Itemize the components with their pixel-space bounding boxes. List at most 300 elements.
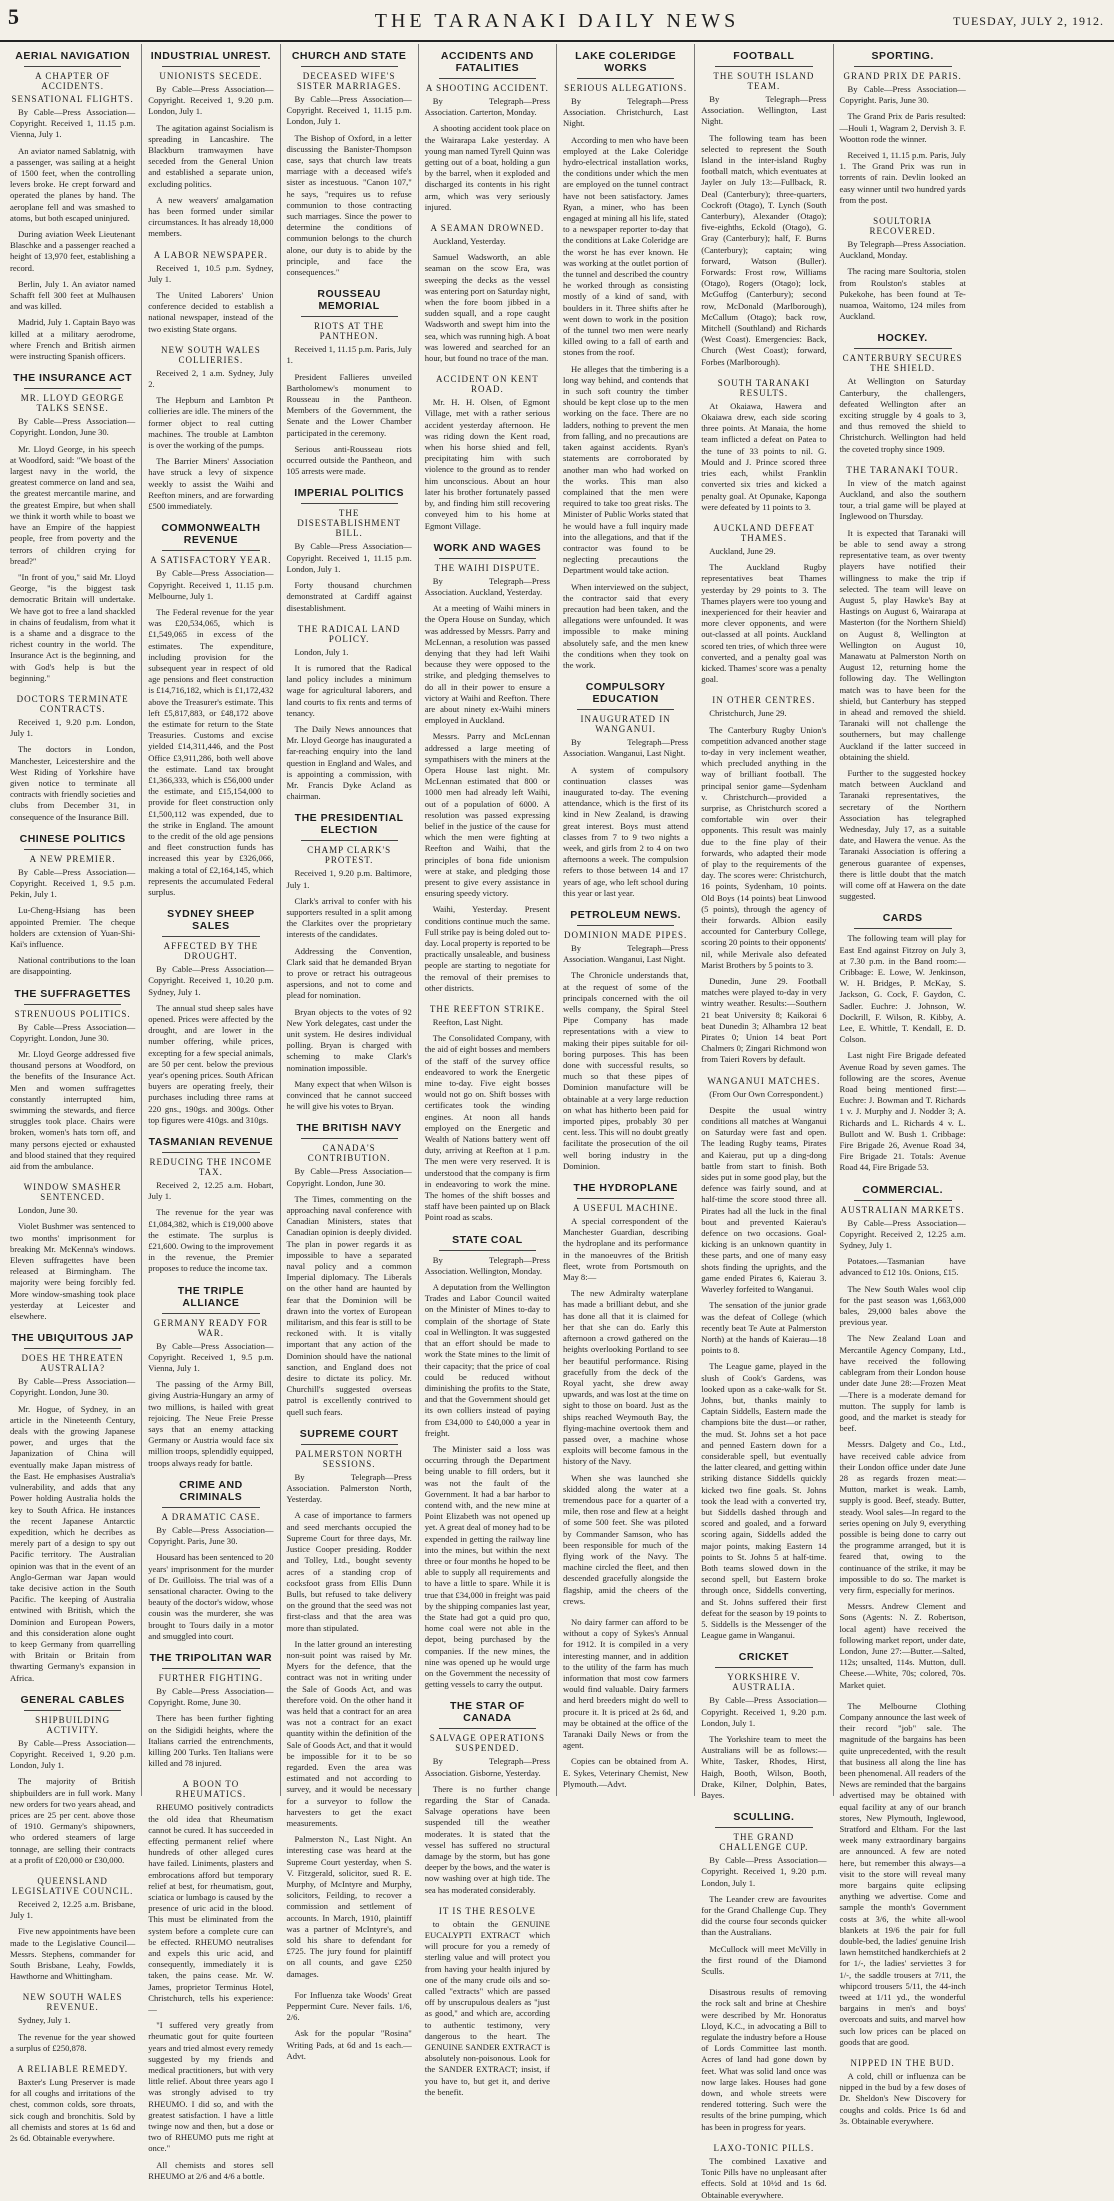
article-heading: PETROLEUM NEWS.	[570, 909, 681, 921]
heading-rule	[715, 66, 812, 67]
article-heading: CHINESE POLITICS	[19, 832, 126, 845]
article-body	[287, 868, 412, 1112]
paragraph: A system of compulsory continuation classes was inaugurated to-day. The evening attendance, which is the first of its kind in New Zealand, is drawing great interest. Boys must attend classes from 7 to 9 two nights a week, and girls from 2 to 4 on two afternoons a week. The compulsion refers to those between 14 and 17 years of age, who left school during this year or last year.	[563, 764, 689, 898]
paragraph: The revenue for the year was £1,084,382, which is £19,000 above the estimate. The surplus is £21,600. Owing to the improvement in the revenue, the Premier proposes to reduce the income tax.	[148, 1207, 274, 1274]
paragraph: A special correspondent of the Manchester Guardian, describing the hydroplane and its performance in the manoeuvres of the British fleet, wrote from Portsmouth on May 8:—	[563, 1216, 689, 1283]
article-heading: COMPULSORY EDUCATION	[585, 681, 666, 706]
article-body	[425, 576, 550, 994]
heading-rule	[162, 1313, 259, 1314]
article	[563, 1182, 688, 1607]
article-heading: LAKE COLERIDGE WORKS	[575, 50, 677, 74]
article-body	[840, 239, 966, 322]
paragraph: London, June 30.	[18, 1205, 78, 1216]
page-number: 5	[8, 4, 19, 29]
article-body	[10, 416, 135, 684]
article	[287, 50, 412, 278]
paragraph: The Minister said a loss was occurring through the Department being unable to fill orders, but it was not the fault of the Government. It had a bar harbor to contend with, and the new mine at Point Elizabeth was not opened up yet. A great deal of money had to be expended in getting the railway line into the mines, but within the next three or four months he hoped to be able to supply all requirements and to have a little to spare. While it is true that £34,000 in freight was paid by the shipping companies last year, the State had got a quid pro quo, home coal were not able in the depot, being purchased by the companies. If the new mines, the nine was opened up he would urge on the Government the necessity of getting vessels to carry the output.	[424, 1443, 550, 1690]
article-body	[840, 478, 966, 903]
article-body	[701, 1695, 826, 1801]
article	[10, 2064, 135, 2144]
article	[148, 50, 273, 240]
article-body	[287, 1472, 412, 1980]
paragraph: By Telegraph—Press Association. Auckland, Monday.	[839, 239, 966, 261]
paragraph: By Cable—Press Association—Copyright. Received 1, 9.20 p.m. London, July 1.	[701, 1855, 827, 1888]
newspaper-title: THE TARANAKI DAILY NEWS	[374, 10, 740, 32]
article-body	[10, 2077, 135, 2144]
article-subheading: DOMINION MADE PIPES.	[563, 930, 688, 940]
article-heading: AERIAL NAVIGATION	[15, 50, 130, 62]
paragraph: By Cable—Press Association—Copyright. Received 1, 9.20 p.m. London, July 1.	[148, 84, 274, 117]
article-subheading: STRENUOUS POLITICS.	[14, 1008, 131, 1019]
article-body	[148, 1686, 273, 1769]
paragraph: By Cable—Press Association—Copyright. Received 1, 9.5 p.m. Vienna, July 1.	[148, 1340, 274, 1374]
paragraph: When she was launched she skidded along the water at a tremendous pace for a quarter of a mile, then rose and flew at a height of some 500 feet. She was piloted by Commander Samson, who has been responsible for much of the flying work of the Navy. The machine circled the fleet, and then descended gracefully alongside the flagship, amid the cheers of the crews.	[563, 1472, 689, 1606]
article-body	[10, 107, 135, 362]
paragraph: McCullock will meet McVilly in the first round of the Diamond Sculls.	[701, 1943, 827, 1977]
issue-date: TUESDAY, JULY 2, 1912.	[952, 14, 1104, 28]
heading-rule	[162, 66, 259, 67]
article-body	[148, 964, 273, 1126]
article-subheading: CANTERBURY SECURES THE SHIELD.	[842, 353, 963, 374]
article	[425, 1234, 550, 1691]
article-subheading: AFFECTED BY THE DROUGHT.	[163, 941, 259, 962]
article-subheading: YORKSHIRE V. AUSTRALIA.	[727, 1672, 801, 1693]
article-subheading: THE GRAND CHALLENGE CUP.	[719, 1832, 809, 1853]
article	[10, 1876, 135, 1982]
paragraph: Bryan objects to the votes of 92 New York delegates, cast under the unit system. He desires individual polling. Bryan is charged with scheming to make Clark's nomination impossible.	[286, 1006, 412, 1073]
article-subheading: CHAMP CLARK'S PROTEST.	[307, 845, 392, 866]
paragraph: A case of importance to farmers and seed merchants occupied the Supreme Court for three days, Mr. Justice Cooper presiding. Rodder and Tolley, Ltd., bought seventy acres of a standing crop of cocksfoot grass from Ellis Dunn Bulls, but refused to take delivery on the ground that the seed was not first-class and that the area was more than stipulated.	[286, 1510, 412, 1633]
heading-rule	[854, 1200, 952, 1201]
paragraph: The doctors in London, Manchester, Leicestershire and the West Riding of Yorkshire have given notice to terminate all contracts with friendly societies and clubs from December 31, in consequence of the Insurance Bill.	[10, 744, 136, 822]
heading-rule	[301, 66, 398, 67]
article-body	[148, 84, 273, 240]
article	[287, 487, 412, 613]
article-body	[701, 2156, 826, 2201]
paragraph: London, July 1.	[294, 646, 349, 657]
paragraph: Received 1, 11.15 p.m. Paris, July 1.	[286, 344, 412, 366]
heading-rule	[24, 388, 121, 389]
heading-rule	[715, 1667, 812, 1668]
article	[148, 1652, 273, 1769]
paragraph: At Wellington on Saturday Canterbury, the challengers, defeated Wellington after an exciting struggle by 4 goals to 3, and thus removed the shield to Christchurch. Wellington had held the coveted trophy since 1909.	[839, 376, 966, 454]
article	[148, 1285, 273, 1469]
article-subheading: RIOTS AT THE PANTHEON.	[314, 321, 385, 342]
article-body	[701, 708, 826, 1065]
paragraph: Ask for the popular "Rosina" Writing Pads, at 6d and 1s each.—Advt.	[286, 2028, 412, 2061]
paragraph: In the latter ground an interesting non-suit point was raised by Mr. Myers for the defence, that the contract was not in writing under the Sale of Goods Act, and was therefore void. On the other hand it was held that a contract for an area was not a contract for an exact quantity within the definition of the Sale of Goods Act, and that it would be impossible for it to be so regarded. Even the area was estimated and not according to survey, and it would be necessary for a surveyor to follow the harvesters to get the exact measurements.	[286, 1638, 412, 1828]
paragraph: The revenue for the year showed a surplus of £250,878.	[10, 2031, 136, 2053]
paragraph: By Cable—Press Association—Copyright. Received 1, 11.15 p.m. Vienna, July 1.	[10, 107, 136, 140]
paragraph: A new weavers' amalgamation has been formed under similar circumstances. It has already 18,000 members.	[148, 194, 274, 239]
article-heading: GENERAL CABLES	[20, 1693, 125, 1706]
paragraph: Received 1, 9.20 p.m. London, July 1.	[10, 716, 136, 739]
paragraph: A cold, chill or influenza can be nipped in the bud by a few doses of Dr. Sheldon's New Discovery for coughs and colds. Price 1s 6d and 3s. Obtainable everywhere.	[839, 2071, 966, 2126]
paragraph: Madrid, July 1. Captain Bayo was killed at a military aerodrome, where French and British airmen were instructing Spanish officers.	[10, 317, 136, 362]
article	[840, 1701, 966, 2048]
article	[701, 2143, 826, 2201]
heading-rule	[577, 709, 674, 710]
article-heading: THE TRIPLE ALLIANCE	[177, 1284, 244, 1309]
paragraph: An aviator named Sablatnig, with a passenger, was sailing at a height of 1500 feet, when the controlling levers broke. He crept forward and operated the planes by hand. The aeroplane fell and was smashed to atoms, but both escaped uninjured.	[10, 145, 136, 223]
paragraph: "I suffered very greatly from rheumatic gout for quite fourteen years and tried almost every remedy suggested by my friends and medical practitioners, but with very little relief. About three years ago I was strongly advised to try RHEUMO. I did so, and with the greatest satisfaction. I have a little twinge now and then, but a dose or two of RHEUMO puts me right at once."	[148, 2020, 274, 2154]
heading-rule	[577, 78, 674, 79]
paragraph: Mr. Hogue, of Sydney, in an article in the Nineteenth Century, deals with the growing Japanese power, and urges that the Japanization of China will eventually make Japan mistress of the East. He emphasises Australia's vulnerability, and adds that any Power holding Australia holds the key to South Africa. He instances the recent Japanese Antarctic expedition, which he decribes as merely part of a design to spy out Pacific territory. The Australian opinion was that in the event of an Anglo-German war Japan would take decisive action in the South Pacific. The keeping of Australia entwined with British, which the Dominion and European Powers, and this consideration alone ought to keep Germany from quarrelling with Britain or Britain from thwarting Germany's expansion in Africa.	[10, 1403, 136, 1683]
paragraph: Baxter's Lung Preserver is made for all coughs and irritations of the chest, common colds, sore throats, sick cough and bronchitis. Sold by all chemists and stores at 1s 6d and 2s 6d. Obtainable everywhere.	[10, 2077, 136, 2144]
paragraph: Christchurch, June 29.	[709, 708, 787, 719]
article	[425, 223, 550, 364]
heading-rule	[162, 1668, 259, 1669]
article-body	[10, 867, 135, 978]
article	[10, 833, 135, 978]
article	[701, 1987, 826, 2133]
heading-rule	[301, 840, 398, 841]
paragraph: By Telegraph—Press Association. Wellington, Monday.	[424, 1254, 550, 1276]
paragraph: He alleges that the timbering is a long way behind, and contends that in such soft country the timber should be kept close up to the men working on the face. There are no ladders, nothing to prevent the men from falling, and no precautions are taken against accidents. Ryan's statements are corroborated by another man who had worked on the works. This man also complained that the men were required to take too great risks. The Minister of Public Works stated that he would have a full inquiry made into the allegations, and that if the contractor was found to be neglecting precautions the Department would take action.	[563, 363, 689, 576]
article-subheading: THE SOUTH ISLAND TEAM.	[713, 71, 815, 91]
paragraph: Berlin, July 1. An aviator named Schafft fell 300 feet at Mulhausen and was killed.	[10, 278, 136, 312]
paragraph: Palmerston N., Last Night. An interesting case was heard at the Supreme Court yesterday, when S. V. Fitzgerald, solicitor, sued R. E. Murphy, of McIntyre and Murphy, solicitors, Feilding, to recover a commission and settlement of accounts. In March, 1910, plaintiff was a partner of McIntyre's, and sold his share to defendant for £725. The jury found for plaintiff on all counts, and gave £250 damages.	[286, 1834, 412, 1979]
paragraph: Addressing the Convention, Clark said that he demanded Bryan to prove or retract his outrageous aspersions, and not to come and plead for nomination.	[286, 945, 412, 1001]
article	[425, 1004, 550, 1224]
article-subheading: A SHOOTING ACCIDENT.	[425, 83, 549, 93]
article-subheading: WINDOW SMASHER SENTENCED.	[23, 1182, 122, 1203]
article-body	[701, 1855, 826, 1977]
article	[425, 374, 550, 531]
article-body	[425, 236, 550, 364]
article-subheading: A DRAMATIC CASE.	[161, 1511, 261, 1522]
column-2	[142, 44, 280, 2181]
paragraph: Samuel Wadsworth, an able seaman on the scow Era, was sweeping the decks as the vessel was entering port on Saturday night, when the fore boom jibbed in a sudden squall, and a rope caught Wadsworth and swept him into the sea, which was running high. A boat was lowered and searched for an hour, but found no trace of the man.	[424, 252, 550, 364]
article	[701, 378, 826, 513]
paragraph: By Cable—Press Association—Copyright. Paris, June 30.	[839, 84, 966, 106]
article-subheading: UNIONISTS SECEDE.	[159, 71, 263, 81]
article-body	[148, 1180, 273, 1275]
article-subheading: DECEASED WIFE'S SISTER MARRIAGES.	[296, 71, 402, 91]
article-subheading: NEW SOUTH WALES REVENUE.	[22, 1992, 123, 2013]
article-body	[425, 1756, 550, 1895]
article-body	[287, 94, 412, 278]
paragraph: During aviation Week Lieutenant Blaschke and a passenger reached a height of 13,970 feet, establishing a record.	[10, 229, 136, 273]
article-heading: COMMONWEALTH REVENUE	[161, 522, 261, 547]
article-body	[701, 1987, 826, 2133]
paragraph: No dairy farmer can afford to be without a copy of Sykes's Annual for 1912. It is compiled in a very interesting manner, and in addition to the utility of the farm has much information that most cow farmers would find valuable. Dairy farmers and herd breeders might do well to procure it. It is priced at 2s 6d, and may be obtained at the office of the Taranaki Daily News or from the agent.	[563, 1616, 689, 1751]
article-heading: CHURCH AND STATE	[291, 50, 407, 62]
heading-rule	[24, 1004, 121, 1005]
paragraph: The Times, commenting on the approaching naval conference with Canadian Ministers, states that Canadian opinion is deeply divided. The plan in power regards it as impossible to have a separated naval policy and a common Imperial diplomacy. The Liberals on the other hand are haunted by fear that the Dominion will be drawn into the vortex of European militarism, and this fear is still to be reckoned with. It is vitally important that any action of the Dominion should have the national sanction, and England does not desire to dictate its policy. Mr. Churchill's suggested overseas patrol is excellently contrived to quell such fears.	[286, 1193, 412, 1417]
article	[840, 912, 966, 1173]
paragraph: "In front of you," said Mr. Lloyd George, "is the biggest task democratic Britain will undertake. We have got to free a land shackled in chains of feudalism, from what it is a shame and a disgrace to the richest country in the world. The Insurance Act is the beginning, and with God's help is but the beginning."	[10, 571, 136, 683]
article-heading: CARDS	[882, 912, 923, 925]
paragraph: Many expect that when Wilson is convinced that he cannot succeed he will give his votes to Bryan.	[286, 1078, 412, 1112]
article	[10, 1182, 135, 1322]
article-subheading: REDUCING THE INCOME TAX.	[149, 1157, 273, 1178]
article	[840, 1184, 966, 1691]
article	[148, 522, 273, 898]
article-body	[148, 1341, 273, 1469]
heading-rule	[162, 550, 259, 551]
article	[840, 50, 966, 206]
article	[840, 216, 966, 322]
paragraph: The annual stud sheep sales have opened. Prices were affected by the drought, and are lower in the number offering, while prices, excepting for a few special animals, are 50 per cent. below the previous year's opening prices. South African buyers are operating freely, their purchases including three rams at 220 gns., 190gs. and 300gs. Other top figures were 410gs. and 310gs.	[148, 1002, 274, 1125]
paragraph: By Telegraph—Press Association. Christchurch, Last Night.	[563, 96, 689, 129]
article-body	[148, 1802, 273, 2182]
paragraph: According to men who have been employed at the Lake Coleridge hydro-electrical installation works, the conditions under which the men are employed on the tunnel contract have not been satisfactory. James Ryan, a miner, who has been engaged at mining all his life, stated to a newspaper reporter to-day that the conditions at Lake Coleridge are the worst he has ever known. He was working at the outlet portion of the tunnel and described the country he worked through as consisting mostly of a kind of sand, with boulders in it. Three shifts after he went down to work in the position of the tunnel two men were nearly killed owing to a fall of earth and stones from the roof.	[563, 134, 689, 358]
article-body	[287, 1990, 412, 2062]
article-subheading: A CHAPTER OF ACCIDENTS.	[35, 71, 111, 91]
article-heading: STATE COAL	[452, 1233, 523, 1246]
article	[701, 1076, 826, 1642]
article	[563, 1617, 688, 1790]
article-heading: THE INSURANCE ACT	[13, 372, 133, 385]
article-subheading: A RELIABLE REMEDY.	[17, 2064, 129, 2075]
paragraph: Mr. Lloyd George addressed five thousand persons at Woodford, on the benefits of the Insurance Act. Men and women suffragettes constantly interrupted him, swimming the stewards, and fierce struggles took place. Chairs were broken, women's hats torn off, and many persons ejected or exhausted and blood stained that they required aid from the ambulance.	[10, 1049, 136, 1172]
article-heading: THE HYDROPLANE	[573, 1182, 678, 1195]
paragraph: By Cable—Press Association—Copyright. London, June 30.	[10, 416, 136, 438]
heading-rule	[439, 1728, 536, 1729]
article-subheading: THE WAIHI DISPUTE.	[434, 562, 541, 573]
paragraph: The Chronicle understands that, at the request of some of the principals concerned with the oil wells company, the Spiral Steel Pipe Company has made representations with a view to making their pipes suitable for oil-boring purposes. This has been done with successful results, so much so that these pipes of Dominion manufacture will be obtainable at a very large reduction on what has hitherto been paid for imported pipes, probably 30 per cent. less. This will no doubt greatly facilitate the prosecution of the oil well boring industry in the Dominion.	[563, 970, 689, 1171]
article-body	[840, 1218, 966, 1691]
paragraph: Auckland, June 29.	[709, 545, 776, 556]
article-subheading: THE DISESTABLISHMENT BILL.	[297, 508, 402, 539]
paragraph: By Cable—Press Association—Copyright. Received 1, 11.15 p.m. Melbourne, July 1.	[148, 568, 274, 601]
article-subheading: A NEW PREMIER.	[29, 853, 116, 864]
article-heading: THE PRESIDENTIAL ELECTION	[294, 812, 404, 837]
article-body	[563, 1617, 688, 1790]
heading-rule	[439, 558, 536, 559]
paragraph: Received 1, 9.20 p.m. Baltimore, July 1.	[286, 868, 412, 890]
paragraph: (From Our Own Correspondent.)	[709, 1088, 823, 1099]
article-heading: IMPERIAL POLITICS	[294, 487, 405, 500]
paragraph: Received 1, 10.5 p.m. Sydney, July 1.	[148, 262, 274, 284]
article	[287, 288, 412, 477]
article-body	[148, 368, 273, 512]
paragraph: The Daily News announces that Mr. Lloyd George has inaugurated a far-reaching enquiry into the land question in England and Wales, and is appointing a commission, with Mr. Francis Dyke Acland as chairman.	[286, 723, 412, 802]
column-5	[557, 44, 695, 1796]
heading-rule	[24, 1710, 121, 1711]
paragraph: Messrs. Dalgety and Co., Ltd., have received cable advice from their London office under date June 28 as regards frozen meat:—Mutton, market is weak. Lamb, supply is good. Beef, steady. Butter, steady. Wool sales—In regard to the series opening on July 9, everything possible is being done to carry out the programme arranged, but it is feared that, owing to the continuance of the strike, it may be impossible to do so. The market is very firm, especially for merinos.	[839, 1439, 966, 1595]
article-body	[148, 263, 273, 335]
heading-rule	[301, 1138, 398, 1139]
article	[287, 1122, 412, 1417]
article	[10, 50, 135, 362]
article-body	[701, 401, 826, 513]
article-body	[148, 568, 273, 898]
heading-rule	[301, 503, 398, 504]
paragraph: By Cable—Press Association—Copyright. London, June 30.	[286, 1166, 412, 1188]
article-body	[148, 1525, 273, 1642]
article-body	[10, 1899, 135, 1982]
article-body	[287, 541, 412, 613]
heading-rule	[577, 1198, 674, 1199]
paragraph: The new Admiralty waterplane has made a brilliant debut, and she has done all that it is claimed for her that she can do. Early this afternoon a crowd gathered on the heights overlooking Portland to see her beautiful performance. Rising gracefully from the deck of the Royal yacht, she drew away upwards, and was lost at the time on sight to those on board. Just as the ships reached Weymouth Bay, the flying-machine overtook them and passed over, a machine whose exploits will become famous in the history of the Navy.	[563, 1288, 689, 1467]
article	[148, 345, 273, 512]
masthead	[0, 0, 1114, 42]
paragraph: Sydney, July 1.	[18, 2015, 71, 2026]
article-subheading: MR. LLOYD GEORGE TALKS SENSE.	[20, 393, 125, 414]
heading-rule	[24, 849, 121, 850]
paragraph: The Grand Prix de Paris resulted:—Houli 1, Wagram 2, Dervish 3. F. Wootton rode the winner.	[839, 111, 966, 144]
paragraph: The Canterbury Rugby Union's competition advanced another stage to-day in very inclement weather, which precluded anything in the way of brilliant football. The principal senior game—Sydenham v. Christchurch—provided a surprise, as Christchurch scored a comfortable win over their opponents. This result was mainly due to the fine play of their forwards, who adapted their mode of play to the requirements of the day. The scores were: Christchurch, 16 points, Sydenham, 10 points. Old Boys (14 points) beat Linwood (5 points), through the agency of their forwards. Albion easily accounted for Canterbury College, scoring 20 points to their opponents' nil, while Merivale also defeated Marist Brothers by 5 points to 3.	[701, 724, 827, 970]
article	[701, 523, 826, 685]
article	[148, 250, 273, 335]
article-body	[425, 1919, 550, 2098]
paragraph: The sensation of the junior grade was the defeat of College (which recently beat Te Aute at Palmerston North) at the hands of Kaierau—18 points to 8.	[701, 1300, 827, 1356]
heading-rule	[162, 1507, 259, 1508]
paragraph: There has been further fighting on the Sidigidi heights, where the Italians carried the entrenchments, killing 200 Turks. Ten Italians were killed and 78 injured.	[148, 1713, 274, 1769]
paragraph: Five new appointments have been made to the Legislative Council—Messrs. Stephens, commander for South Brisbane, Leahy, Fowlds, Hawthorne and Whittingham.	[10, 1926, 136, 1982]
article-heading: SPORTING.	[871, 50, 934, 62]
paragraph: By Telegraph—Press Association. Carterton, Monday.	[424, 96, 550, 118]
article-body	[287, 1166, 412, 1417]
paragraph: to obtain the GENUINE EUCALYPTI EXTRACT which will procure for you a remedy of sterling value and will protect you from having your health injured by one of the many crude oils and so-called "extracts" which are passed off by unscrupulous dealers as "just as good," and which are, according to authentic testimony, very dangerous to the heart. The GENUINE SANDER EXTRACT is absolutely non-poisonous. Look for the SANDER EXTRACT; insist, if you have to, but get it, and derive the benefit.	[424, 1918, 550, 2097]
heading-rule	[162, 936, 259, 937]
column-6	[695, 44, 833, 2200]
article-subheading: WANGANUI MATCHES.	[707, 1075, 821, 1086]
article-body	[10, 2015, 135, 2054]
article	[563, 50, 688, 671]
paragraph: Mr. Lloyd George, in his speech at Woodford, said: "We boast of the largest navy in the world, the greatest commerce on land and sea, the greatest mercantile marine, and the greatest Empire, but when shall we think it worth while to boast we have an Empire of the happiest people, free from poverty and the terrors of children crying for bread?"	[10, 443, 136, 566]
article-heading: THE TRIPOLITAN WAR	[149, 1651, 273, 1664]
article-subheading: THE RADICAL LAND POLICY.	[297, 623, 401, 644]
article-subheading: ACCIDENT ON KENT ROAD.	[435, 374, 539, 395]
paragraph: The racing mare Soultoria, stolen from Roulston's stables at Pukekohe, has been found at Te-nuamoa, Waitomo, 124 miles from Auckland.	[839, 266, 966, 322]
paragraph: By Telegraph—Press Association. Auckland, Yesterday.	[424, 575, 550, 597]
heading-rule	[854, 928, 952, 929]
article-body	[287, 647, 412, 803]
article-heading: SYDNEY SHEEP SALES	[167, 908, 255, 933]
article-body	[10, 1738, 135, 1866]
article	[287, 1428, 412, 1980]
article-subheading: AUCKLAND DEFEAT THAMES.	[713, 522, 815, 543]
paragraph: By Telegraph—Press Association. Wanganui, Last Night.	[563, 943, 689, 965]
article	[840, 465, 966, 903]
article	[701, 1811, 826, 1977]
paragraph: The League game, played in the slush of Cook's Gardens, was looked upon as a cake-walk for St. Johns, but, thanks mainly to Captain Siddells, Eastern made the champions bite the dust—or rather, the mud. St. Johns set a hot pace and penned Eastern down for a considerable spell, but eventually the latter cleared, and getting within striking distance Siddells quickly kicked two fine goals. St. Johns took the lead with a converted try, but Siddells dashed through and scored and goaled, and a forward scoring again, Siddells added the major points, making Eastern 14 points to St. Johns 5 at half-time. Both teams slowed down in the second spell, but Eastern broke through once, Siddells converting, and St. Johns suffered their first defeat for the season by 19 points to 5. Siddells is the Messenger of the League game in Wanganui.	[701, 1361, 827, 1641]
article-body	[563, 1216, 688, 1607]
article-body	[563, 96, 688, 671]
article-heading: THE BRITISH NAVY	[296, 1122, 402, 1135]
paragraph: Dunedin, June 29. Football matches were played to-day in very wintry weather. Results:—Southern 21 beat University 8; Kaikorai 6 beat Dunedin 3; Alhambra 12 beat Pirates 0; Union 14 beat Port Chalmers 0; Zingari Richmond won from Taieri Rovers by default.	[701, 976, 827, 1065]
article-heading: SCULLING.	[733, 1811, 795, 1824]
article-body	[425, 1017, 550, 1224]
article	[10, 988, 135, 1173]
article-body	[425, 1255, 550, 1691]
article	[701, 1651, 826, 1801]
paragraph: Despite the usual wintry conditions all matches at Wanganui on Saturday were fast and open. The leading Rugby teams, Pirates and Kaierau, put up a ding-dong battle from start to finish. Both sides put in some good play, but the defence was fairly sound, and at half-time the score stood three all. Pirates had all the luck in the final bout and prevented Kaierau's defence on two occasions. Goal-kicking is an unknown quantity in these parts, and one of many easy shots finding the uprights, and the game ended Pirates 6, Kaierau 3. Waverley forfeited to Wanganui.	[701, 1104, 827, 1295]
paragraph: The majority of British shipbuilders are in full work. Many new orders for two years ahead, and prices are 25 per cent. above those of 1910. Germany's shipowners, who ordered steamers of large tonnage, are selling their contracts at a profit of £20,000 or £30,000.	[10, 1776, 136, 1865]
article-body	[840, 84, 966, 206]
paragraph: The Leander crew are favourites for the Grand Challenge Cup. They did the course four seconds quicker than the Australians.	[701, 1893, 827, 1938]
article-subheading: SENSATIONAL FLIGHTS.	[11, 94, 134, 104]
paragraph: It is expected that Taranaki will be able to send away a strong representative team, as over twenty players have notified their willingness to make the trip if selected. The team will leave on August 5, play Hawke's Bay at Hastings on August 6, Wairarapa at Masterton (for the Northern Shield) on August 8, Wellington at Wellington on August 10, Manawatu at Palmerston North on August 12, returning home the following day. The Wellington match was to have been for the shield, but Canterbury has stepped in ahead and removed the shield. Taranaki will not challenge the southerners, but may challenge Auckland if the latter succeed in obtaining the shield.	[839, 527, 966, 762]
article-heading: FOOTBALL	[733, 50, 795, 62]
article-subheading: NIPPED IN THE BUD.	[850, 2058, 955, 2069]
paragraph: Received 2, 1 a.m. Sydney, July 2.	[148, 367, 274, 390]
article-subheading: A LABOR NEWSPAPER.	[153, 249, 268, 260]
article-subheading: PALMERSTON NORTH SESSIONS.	[295, 1448, 403, 1469]
paragraph: A deputation from the Wellington Trades and Labor Council waited on the Minister of Mines to-day to complain of the shortage of State coal in Wellington. It was suggested that an effort should be made to work the State mines to the limit of their capacity; that the price of coal could be reduced without diminishing the profits to the State, and that the Government should get its own colliers instead of paying from £34,000 to £40,000 a year in freight.	[424, 1282, 550, 1438]
heading-rule	[715, 1827, 812, 1828]
paragraph: By Telegraph—Press Association. Wellington, Last Night.	[701, 94, 827, 127]
article	[563, 681, 688, 899]
paragraph: Received 2, 12.25 a.m. Brisbane, July 1.	[10, 1898, 136, 1921]
article-body	[287, 344, 412, 477]
paragraph: By Cable—Press Association—Copyright. Received 1, 9.20 p.m. London, July 1.	[701, 1695, 827, 1728]
article	[10, 1992, 135, 2054]
heading-rule	[854, 348, 952, 349]
paragraph: The Federal revenue for the year was £20,534,065, which is £1,549,065 in excess of the estimates. The expenditure, including provision for the subsequent year in respect of old age pensions and fleet construction is £14,716,182, which is £1,172,432 above the Treasurer's estimate. This left £5,817,883, or £48,172 above the estimate for return to the State Treasuries. Customs and excise yielded £14,311,446, and the Post Office £3,911,286, both well above the estimate. Land tax brought £1,366,333, which is £56,000 under the estimate, and £15,154,000 to provide for fleet construction only £1,500,112 was expended, due to the strike in England. The amount to the credit of the old age pensions and fleet construction funds has increased this year by £326,066, making a total of £2,164,145, which represents the accumulated Federal surplus.	[148, 606, 274, 897]
article-body	[425, 96, 550, 213]
paragraph: By Cable—Press Association—Copyright. Received 2, 12.25 a.m. Sydney, July 1.	[839, 1217, 966, 1251]
article-heading: INDUSTRIAL UNREST.	[150, 50, 271, 62]
paragraph: Violet Bushmer was sentenced to two months' imprisonment for breaking Mr. McKenna's windows. Eleven suffragettes have been released at Birmingham. The majority were being forcibly fed. More window-smashing took place yesterday at Leicester and elsewhere.	[10, 1221, 136, 1322]
paragraph: There is no further change regarding the Star of Canada. Salvage operations have been suspended till the weather moderates. It is stated that the vessel has suffered no structural damage by the storm, but has gone deeper by the bows, and the water is now washing over at high tide. The sea has moderated considerably.	[424, 1783, 550, 1895]
article-body	[10, 717, 135, 823]
article-subheading: FURTHER FIGHTING.	[158, 1672, 264, 1683]
article-subheading: SHIPBUILDING ACTIVITY.	[35, 1714, 111, 1735]
article-subheading: GRAND PRIX DE PARIS.	[843, 71, 962, 81]
heading-rule	[301, 1444, 398, 1445]
paragraph: Housard has been sentenced to 20 years' imprisonment for the murder of Dr. Guilloiss. The trial was of a sensational character. Owing to the beauty of the doctor's widow, whose cousin was the murderer, she was brought to Tours daily in a motor and smuggled into court.	[148, 1552, 274, 1641]
article-body	[701, 94, 826, 368]
article	[425, 50, 550, 213]
paragraph: The Melbourne Clothing Company announce the last week of their record "job" sale. The magnitude of the bargains has been quite unprecedented, with the result that business all along the line has been phenomenal. All readers of the News are reminded that the bargains advertised may be obtained with equal facility at any of our branch stores, New Plymouth, Inglewood, Stratford and Eltham. For the last week many extraordinary bargains are announced. A few are noted here, but remember this always—a visit to the store will reveal many more bargains quite eclipsing anything we advertise. Come and sample the month's Government costs at 3/6, the white all-wool blankets at 19/6 the pair for full double-bed, the ladies' genuine Irish lawn hemstitched handkerchiefs at 2 for 1/-, the ladies' serviettes 3 for 1/-, the saddle trousers at 7/11, the whipcord trousers 5/11, the 44-inch tweed at 1/11 yd., the wonderful bargains in men's and boys' overcoats and suits, and marvel how such low prices can be placed on goods that are good.	[839, 1700, 966, 2047]
article-body	[840, 2071, 966, 2127]
article-body	[10, 1022, 135, 1173]
article-subheading: A USEFUL MACHINE.	[572, 1203, 679, 1214]
article-heading: THE UBIQUITOUS JAP	[11, 1332, 134, 1345]
page-columns	[4, 44, 1110, 2200]
article-subheading: CANADA'S CONTRIBUTION.	[307, 1143, 391, 1164]
paragraph: Clark's arrival to confer with his supporters resulted in a split among the Clarkites over the proprietary interests of the candidates.	[286, 895, 412, 940]
article	[287, 812, 412, 1112]
article	[701, 50, 826, 368]
article-body	[10, 1376, 135, 1683]
paragraph: Last night Fire Brigade defeated Avenue Road by seven games. The following are the scores, Avenue Road being mentioned first:—Euchre: J. Bowman and T. Richards 1 v. J. Murphy and J. Nodder 3; A. Richards and L. Richards 4 v. L. Bullott and W. Bush 1. Cribbage: Fire Brigade 26, Avenue Road 34, Fire Brigade 21. Totals: Avenue Road 44, Fire Brigade 53.	[839, 1050, 966, 1173]
article	[840, 2058, 966, 2127]
article-subheading: QUEENSLAND LEGISLATIVE COUNCIL.	[11, 1875, 134, 1896]
article	[10, 694, 135, 823]
article	[425, 542, 550, 994]
article	[840, 332, 966, 454]
paragraph: The agitation against Socialism is spreading in Lancashire. The Blackburn tramwaymen have seceded from the General Union and established a separate union, excluding politics.	[148, 122, 274, 189]
paragraph: Messrs. Andrew Clement and Sons (Agents: N. Z. Robertson, local agent) have received the following market report, under date, London, June 27:—Butter.—Salted, 112s; unsalted, 114s. Mutton, dull. Cheese.—White, 70s; colored, 70s. Market quiet.	[839, 1601, 966, 1690]
article-body	[10, 1205, 135, 1322]
article-subheading: DOES HE THREATEN AUSTRALIA?	[21, 1353, 124, 1374]
heading-rule	[24, 1348, 121, 1349]
heading-rule	[162, 1152, 259, 1153]
article-subheading: INAUGURATED IN WANGANUI.	[580, 714, 671, 735]
article	[148, 908, 273, 1126]
paragraph: The Barrier Miners' Association have struck a levy of sixpence weekly to assist the Waihi and Reefton miners, and are forwarding £500 immediately.	[148, 456, 274, 512]
paragraph: Further to the suggested hockey match between Auckland and Taranaki representatives, the secretary of the Northern Association has telegraphed Wednesday, July 17, as a suitable date, and Hawera the venue. As the Taranaki Association is offering a generous guarantee of expenses, there is little doubt that the match will come off at Hawera on the date suggested.	[839, 767, 966, 902]
paragraph: All chemists and stores sell RHEUMO at 2/6 and 4/6 a bottle.	[148, 2159, 274, 2181]
column-1	[4, 44, 142, 2144]
article-body	[425, 397, 550, 531]
column-3	[281, 44, 419, 2061]
paragraph: The United Laborers' Union conference decided to establish a national newspaper, instead of the two existing State organs.	[148, 290, 274, 334]
article-heading: THE SUFFRAGETTES	[14, 987, 131, 1000]
article-subheading: SOUTH TARANAKI RESULTS.	[717, 377, 811, 398]
article-body	[840, 933, 966, 1173]
paragraph: In view of the match against Auckland, and also the southern tour, a trial game will be played at Inglewood on Thursday.	[839, 477, 966, 522]
paragraph: National contributions to the loan are disappointing.	[10, 955, 136, 977]
article-subheading: IN OTHER CENTRES.	[712, 695, 816, 706]
article-subheading: SERIOUS ALLEGATIONS.	[564, 83, 688, 93]
paragraph: By Telegraph—Press Association. Gisborne, Yesterday.	[424, 1756, 550, 1778]
